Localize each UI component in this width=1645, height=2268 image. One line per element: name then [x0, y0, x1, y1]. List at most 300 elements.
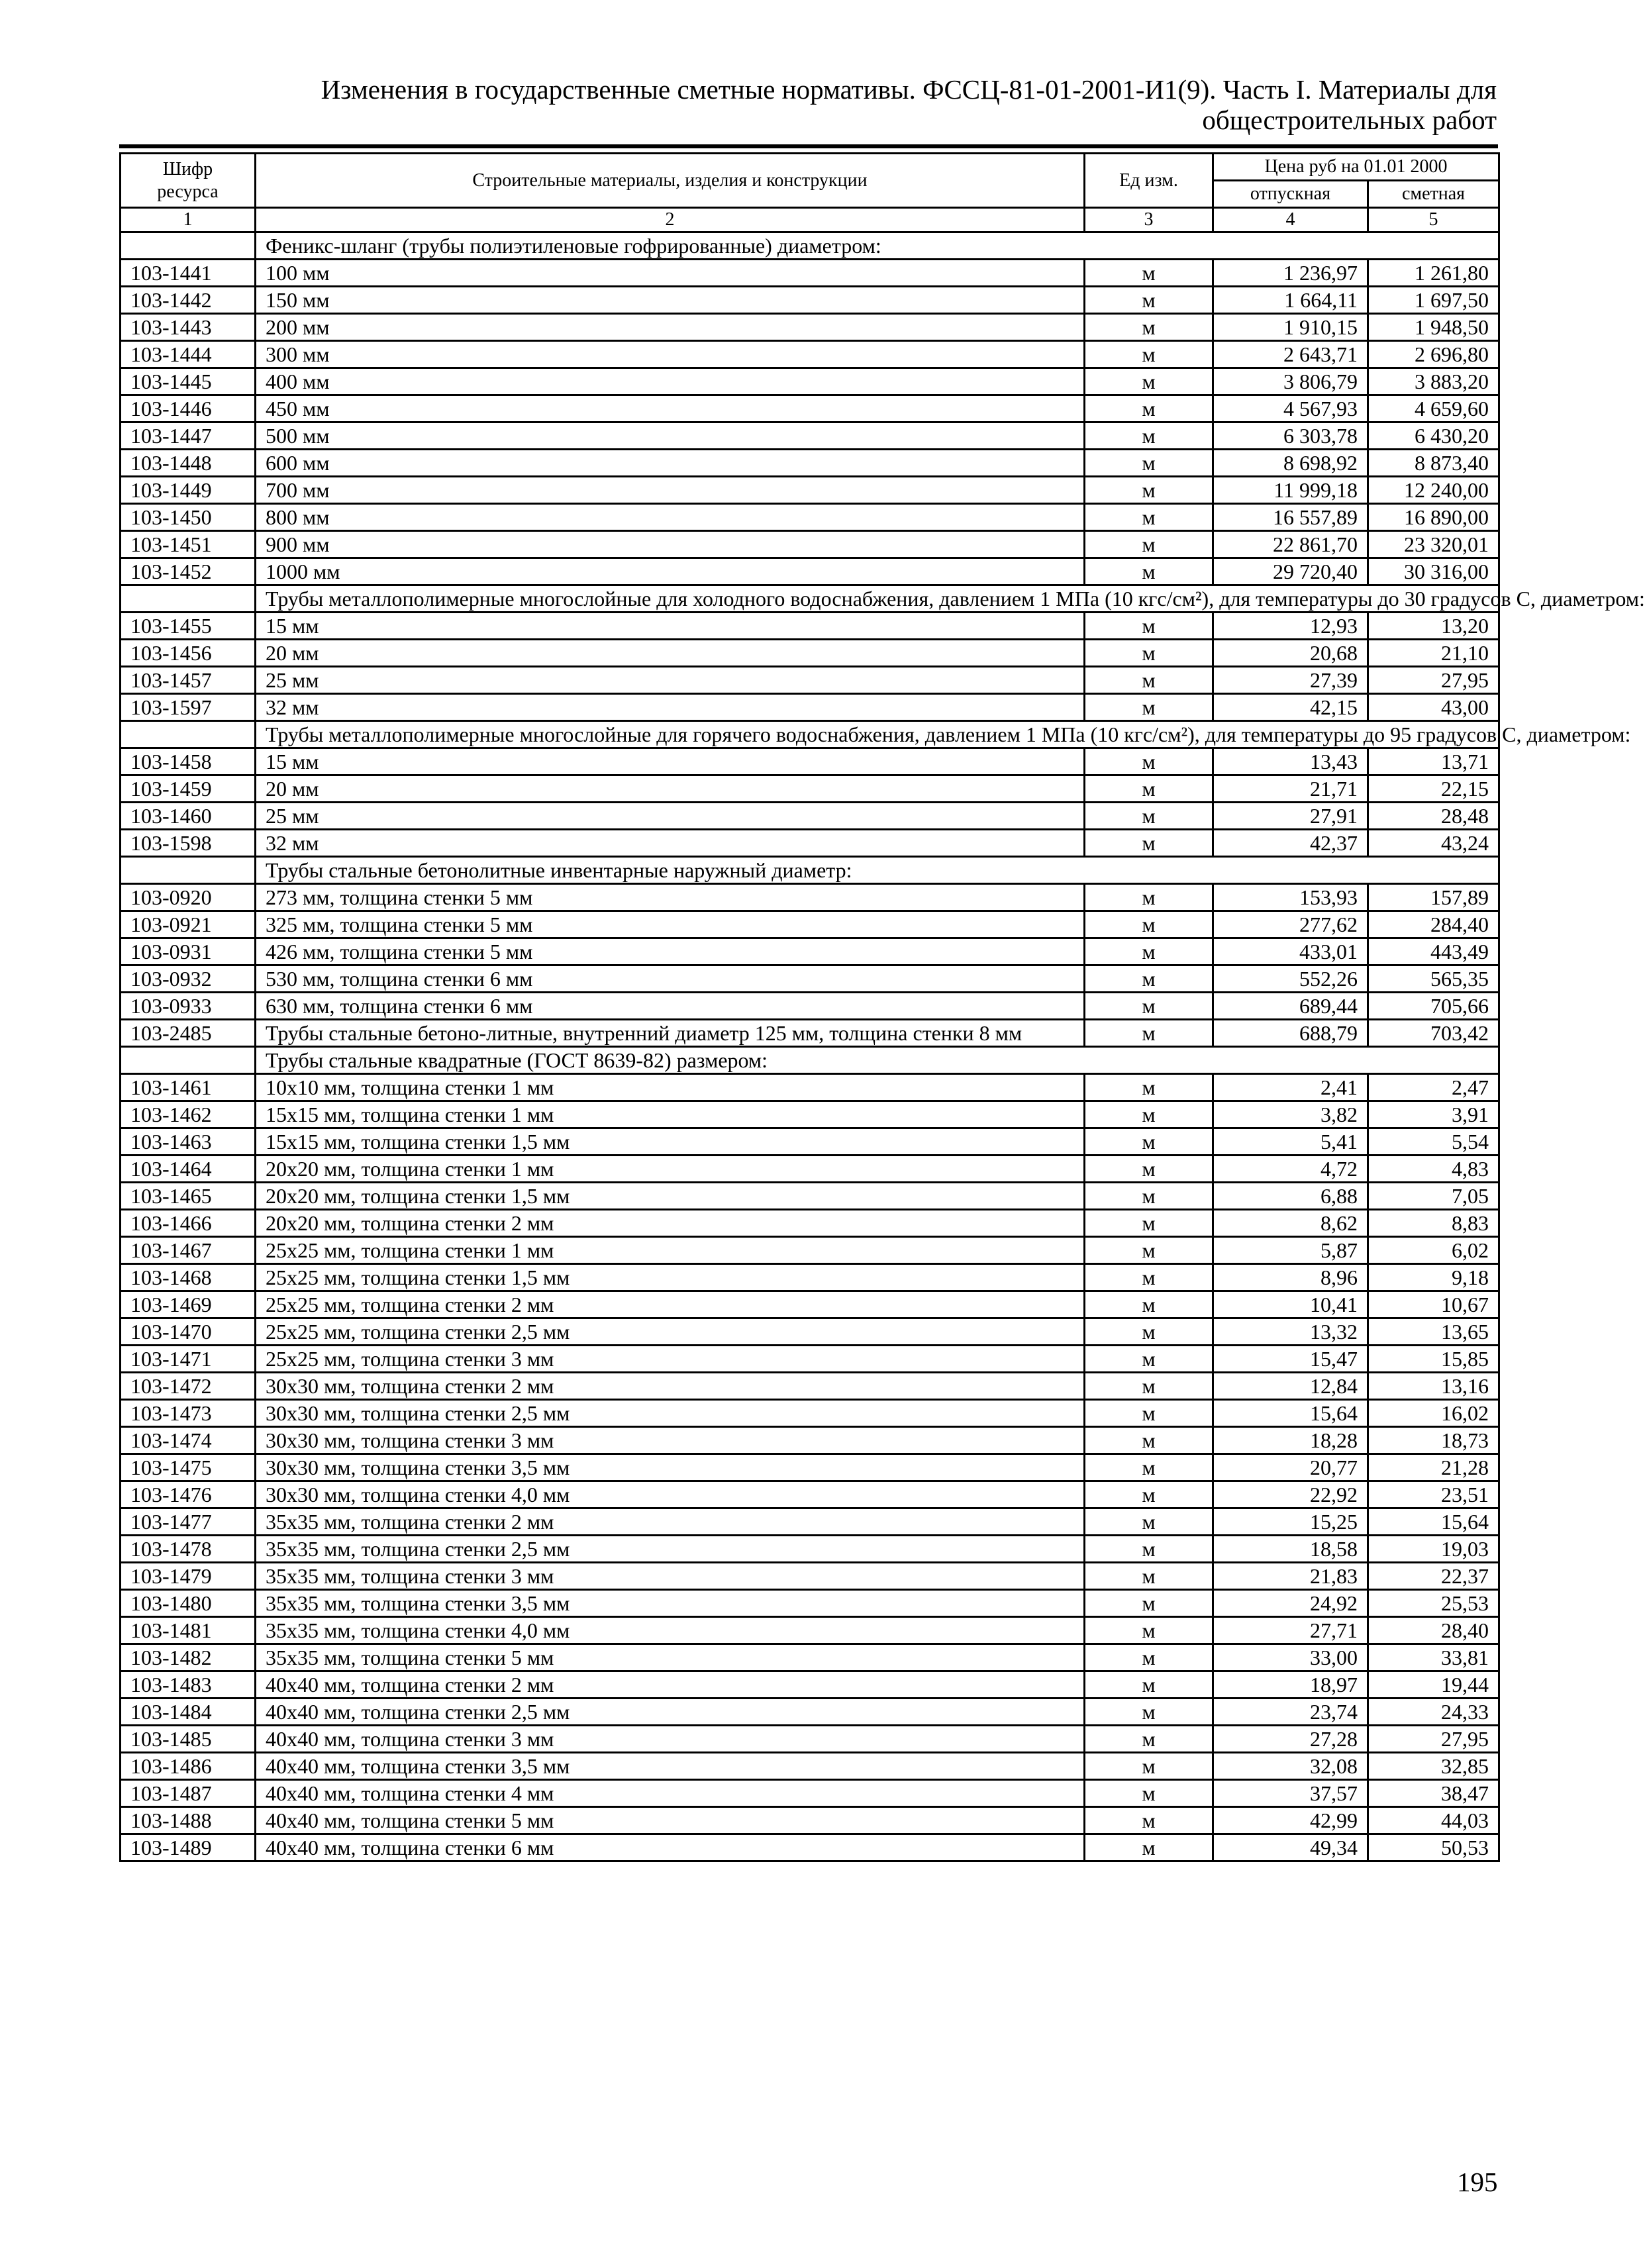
price-estimate-cell: 703,42 [1368, 1020, 1499, 1047]
unit-cell: м [1085, 993, 1213, 1020]
resource-code-cell: 103-1597 [121, 694, 256, 721]
price-estimate-cell: 28,40 [1368, 1617, 1499, 1644]
price-estimate-cell: 23 320,01 [1368, 531, 1499, 558]
price-estimate-cell: 705,66 [1368, 993, 1499, 1020]
material-name-cell: 20 мм [256, 775, 1085, 803]
table-row [121, 1318, 1499, 1346]
price-release-cell: 15,25 [1213, 1508, 1368, 1536]
table-row [121, 1237, 1499, 1264]
unit-cell: м [1085, 775, 1213, 803]
unit-cell: м [1085, 1753, 1213, 1780]
column-header-unit: Ед изм. [1085, 154, 1213, 208]
unit-cell: м [1085, 314, 1213, 341]
resource-code-cell: 103-1463 [121, 1128, 256, 1156]
header-title-line2: общестроительных работ [1202, 105, 1497, 135]
table-row [121, 1508, 1499, 1536]
unit-cell: м [1085, 1400, 1213, 1427]
price-estimate-cell: 15,64 [1368, 1508, 1499, 1536]
table-body [121, 232, 1645, 1861]
table-row [121, 667, 1499, 694]
unit-cell: м [1085, 1183, 1213, 1210]
price-estimate-cell: 4,83 [1368, 1156, 1499, 1183]
resource-code-cell: 103-0932 [121, 965, 256, 993]
price-release-cell: 18,58 [1213, 1536, 1368, 1563]
resource-code-cell: 103-1462 [121, 1101, 256, 1128]
price-release-cell: 1 664,11 [1213, 287, 1368, 314]
resource-code-cell: 103-1473 [121, 1400, 256, 1427]
unit-cell: м [1085, 694, 1213, 721]
unit-cell: м [1085, 477, 1213, 504]
table-row [121, 1454, 1499, 1481]
unit-cell: м [1085, 1617, 1213, 1644]
section-title: Феникс-шланг (трубы полиэтиленовые гофрированные) диаметром: [256, 232, 1499, 260]
column-header-price-estimate: сметная [1368, 181, 1499, 208]
material-name-cell: 325 мм, толщина стенки 5 мм [256, 911, 1085, 938]
material-name-cell: 35х35 мм, толщина стенки 4,0 мм [256, 1617, 1085, 1644]
table-row [121, 965, 1499, 993]
resource-code-cell: 103-1481 [121, 1617, 256, 1644]
table-row [121, 477, 1499, 504]
price-estimate-cell: 32,85 [1368, 1753, 1499, 1780]
unit-cell: м [1085, 803, 1213, 830]
unit-cell: м [1085, 1807, 1213, 1834]
material-name-cell: 15 мм [256, 748, 1085, 775]
table-row [121, 1671, 1499, 1699]
price-release-cell: 37,57 [1213, 1780, 1368, 1807]
price-estimate-cell: 38,47 [1368, 1780, 1499, 1807]
unit-cell: м [1085, 558, 1213, 585]
price-release-cell: 22 861,70 [1213, 531, 1368, 558]
table-row [121, 803, 1499, 830]
resource-code-cell: 103-1483 [121, 1671, 256, 1699]
price-estimate-cell: 27,95 [1368, 667, 1499, 694]
resource-code-cell: 103-1468 [121, 1264, 256, 1291]
resource-code-cell: 103-1489 [121, 1834, 256, 1861]
price-estimate-cell: 2,47 [1368, 1074, 1499, 1101]
table-row [121, 1753, 1499, 1780]
material-name-cell: 10х10 мм, толщина стенки 1 мм [256, 1074, 1085, 1101]
table-row [121, 1346, 1499, 1373]
table-row [121, 314, 1499, 341]
unit-cell: м [1085, 1536, 1213, 1563]
price-release-cell: 18,97 [1213, 1671, 1368, 1699]
material-name-cell: 20х20 мм, толщина стенки 1 мм [256, 1156, 1085, 1183]
table-row [121, 1780, 1499, 1807]
unit-cell: м [1085, 450, 1213, 477]
price-estimate-cell: 33,81 [1368, 1644, 1499, 1671]
price-release-cell: 6,88 [1213, 1183, 1368, 1210]
unit-cell: м [1085, 531, 1213, 558]
price-estimate-cell: 3,91 [1368, 1101, 1499, 1128]
price-release-cell: 5,87 [1213, 1237, 1368, 1264]
price-release-cell: 3,82 [1213, 1101, 1368, 1128]
material-name-cell: 30х30 мм, толщина стенки 2,5 мм [256, 1400, 1085, 1427]
price-estimate-cell: 22,15 [1368, 775, 1499, 803]
material-name-cell: 20х20 мм, толщина стенки 2 мм [256, 1210, 1085, 1237]
resource-code-cell: 103-1455 [121, 613, 256, 640]
material-name-cell: 15х15 мм, толщина стенки 1,5 мм [256, 1128, 1085, 1156]
price-release-cell: 688,79 [1213, 1020, 1368, 1047]
resource-code-cell: 103-1477 [121, 1508, 256, 1536]
resource-code-cell: 103-1452 [121, 558, 256, 585]
unit-cell: м [1085, 1671, 1213, 1699]
price-estimate-cell: 1 261,80 [1368, 260, 1499, 287]
price-release-cell: 20,68 [1213, 640, 1368, 667]
resource-code-cell: 103-1598 [121, 830, 256, 857]
material-name-cell: 35х35 мм, толщина стенки 2,5 мм [256, 1536, 1085, 1563]
unit-cell: м [1085, 1644, 1213, 1671]
unit-cell: м [1085, 504, 1213, 531]
material-name-cell: 30х30 мм, толщина стенки 3 мм [256, 1427, 1085, 1454]
column-number: 4 [1213, 208, 1368, 232]
material-name-cell: 30х30 мм, толщина стенки 3,5 мм [256, 1454, 1085, 1481]
material-name-cell: 40х40 мм, толщина стенки 6 мм [256, 1834, 1085, 1861]
price-estimate-cell: 13,16 [1368, 1373, 1499, 1400]
price-release-cell: 27,28 [1213, 1726, 1368, 1753]
resource-code-cell: 103-2485 [121, 1020, 256, 1047]
table-row [121, 287, 1499, 314]
material-name-cell: 530 мм, толщина стенки 6 мм [256, 965, 1085, 993]
price-release-cell: 2,41 [1213, 1074, 1368, 1101]
unit-cell: м [1085, 1156, 1213, 1183]
unit-cell: м [1085, 1128, 1213, 1156]
resource-code-cell: 103-1467 [121, 1237, 256, 1264]
price-estimate-cell: 157,89 [1368, 884, 1499, 911]
table-row [121, 368, 1499, 395]
column-header-price-group: Цена руб на 01.01 2000 [1213, 154, 1499, 181]
price-release-cell: 11 999,18 [1213, 477, 1368, 504]
resource-code-cell: 103-0933 [121, 993, 256, 1020]
material-name-cell: 32 мм [256, 830, 1085, 857]
price-release-cell: 6 303,78 [1213, 422, 1368, 450]
price-release-cell: 42,37 [1213, 830, 1368, 857]
resource-code-cell: 103-1474 [121, 1427, 256, 1454]
unit-cell: м [1085, 884, 1213, 911]
resource-code-cell: 103-1464 [121, 1156, 256, 1183]
resource-code-cell: 103-1445 [121, 368, 256, 395]
price-estimate-cell: 16,02 [1368, 1400, 1499, 1427]
resource-code-cell: 103-1480 [121, 1590, 256, 1617]
price-release-cell: 8,62 [1213, 1210, 1368, 1237]
price-estimate-cell: 5,54 [1368, 1128, 1499, 1156]
unit-cell: м [1085, 1373, 1213, 1400]
price-estimate-cell: 12 240,00 [1368, 477, 1499, 504]
price-release-cell: 10,41 [1213, 1291, 1368, 1318]
table-row [121, 830, 1499, 857]
section-code-cell [121, 232, 256, 260]
price-estimate-cell: 1 697,50 [1368, 287, 1499, 314]
unit-cell: м [1085, 667, 1213, 694]
page-number: 195 [1457, 2167, 1498, 2197]
unit-cell: м [1085, 1346, 1213, 1373]
table-row [121, 260, 1499, 287]
table-row [121, 1834, 1499, 1861]
price-estimate-cell: 28,48 [1368, 803, 1499, 830]
resource-code-cell: 103-1469 [121, 1291, 256, 1318]
resource-code-cell: 103-1442 [121, 287, 256, 314]
price-release-cell: 552,26 [1213, 965, 1368, 993]
material-name-cell: 40х40 мм, толщина стенки 2 мм [256, 1671, 1085, 1699]
price-estimate-cell: 6 430,20 [1368, 422, 1499, 450]
material-name-cell: 40х40 мм, толщина стенки 5 мм [256, 1807, 1085, 1834]
price-estimate-cell: 13,71 [1368, 748, 1499, 775]
price-release-cell: 15,47 [1213, 1346, 1368, 1373]
header-title-line1: Изменения в государственные сметные нормативы. ФССЦ-81-01-2001-И1(9). Часть I. Материалы для [321, 74, 1497, 105]
table-row [121, 911, 1499, 938]
resource-code-cell: 103-1457 [121, 667, 256, 694]
price-estimate-cell: 1 948,50 [1368, 314, 1499, 341]
material-name-cell: 1000 мм [256, 558, 1085, 585]
unit-cell: м [1085, 1074, 1213, 1101]
price-estimate-cell: 24,33 [1368, 1699, 1499, 1726]
table-row [121, 1128, 1499, 1156]
resource-code-cell: 103-1471 [121, 1346, 256, 1373]
price-estimate-cell: 23,51 [1368, 1481, 1499, 1508]
unit-cell: м [1085, 1454, 1213, 1481]
material-name-cell: 25 мм [256, 667, 1085, 694]
resource-code-cell: 103-1443 [121, 314, 256, 341]
material-name-cell: 35х35 мм, толщина стенки 3,5 мм [256, 1590, 1085, 1617]
price-release-cell: 42,15 [1213, 694, 1368, 721]
price-estimate-cell: 25,53 [1368, 1590, 1499, 1617]
table-row [121, 613, 1499, 640]
material-name-cell: 500 мм [256, 422, 1085, 450]
section-row [121, 721, 1499, 748]
table-row [121, 1373, 1499, 1400]
price-release-cell: 29 720,40 [1213, 558, 1368, 585]
section-code-cell [121, 721, 256, 748]
unit-cell: м [1085, 368, 1213, 395]
table-row [121, 504, 1499, 531]
resource-code-cell: 103-1447 [121, 422, 256, 450]
price-release-cell: 277,62 [1213, 911, 1368, 938]
column-header-price-release: отпускная [1213, 181, 1368, 208]
material-name-cell: 25х25 мм, толщина стенки 1,5 мм [256, 1264, 1085, 1291]
section-title: Трубы металлополимерные многослойные для холодного водоснабжения, давлением 1 МПа (10 кгс/см²), для температуры до 30 градусов С, диаметром: [256, 585, 1499, 613]
table-row [121, 938, 1499, 965]
unit-cell: м [1085, 1508, 1213, 1536]
unit-cell: м [1085, 1563, 1213, 1590]
material-name-cell: 800 мм [256, 504, 1085, 531]
price-estimate-cell: 2 696,80 [1368, 341, 1499, 368]
resource-code-cell: 103-1465 [121, 1183, 256, 1210]
table-row [121, 748, 1499, 775]
unit-cell: м [1085, 1726, 1213, 1753]
material-name-cell: 20 мм [256, 640, 1085, 667]
material-name-cell: 20х20 мм, толщина стенки 1,5 мм [256, 1183, 1085, 1210]
material-name-cell: 25х25 мм, толщина стенки 3 мм [256, 1346, 1085, 1373]
material-name-cell: 100 мм [256, 260, 1085, 287]
section-code-cell [121, 857, 256, 884]
table-row [121, 341, 1499, 368]
price-release-cell: 689,44 [1213, 993, 1368, 1020]
section-row [121, 585, 1499, 613]
section-title: Трубы стальные квадратные (ГОСТ 8639-82) размером: [256, 1047, 1499, 1074]
material-name-cell: 35х35 мм, толщина стенки 5 мм [256, 1644, 1085, 1671]
resource-code-cell: 103-1450 [121, 504, 256, 531]
price-release-cell: 15,64 [1213, 1400, 1368, 1427]
unit-cell: м [1085, 938, 1213, 965]
unit-cell: м [1085, 1101, 1213, 1128]
table-row [121, 1101, 1499, 1128]
price-release-cell: 22,92 [1213, 1481, 1368, 1508]
table-row [121, 694, 1499, 721]
price-release-cell: 8 698,92 [1213, 450, 1368, 477]
unit-cell: м [1085, 1264, 1213, 1291]
price-release-cell: 2 643,71 [1213, 341, 1368, 368]
resource-code-cell: 103-1449 [121, 477, 256, 504]
table-row [121, 558, 1499, 585]
section-title: Трубы стальные бетонолитные инвентарные наружный диаметр: [256, 857, 1499, 884]
table-row [121, 884, 1499, 911]
materials-price-table [119, 152, 1645, 1862]
unit-cell: м [1085, 1481, 1213, 1508]
resource-code-cell: 103-0921 [121, 911, 256, 938]
price-release-cell: 12,84 [1213, 1373, 1368, 1400]
table-row [121, 1156, 1499, 1183]
unit-cell: м [1085, 965, 1213, 993]
table-row [121, 1726, 1499, 1753]
material-name-cell: 700 мм [256, 477, 1085, 504]
price-release-cell: 21,83 [1213, 1563, 1368, 1590]
price-release-cell: 24,92 [1213, 1590, 1368, 1617]
price-estimate-cell: 30 316,00 [1368, 558, 1499, 585]
material-name-cell: 426 мм, толщина стенки 5 мм [256, 938, 1085, 965]
resource-code-cell: 103-1461 [121, 1074, 256, 1101]
price-estimate-cell: 565,35 [1368, 965, 1499, 993]
material-name-cell: Трубы стальные бетоно-литные, внутренний диаметр 125 мм, толщина стенки 8 мм [256, 1020, 1085, 1047]
unit-cell: м [1085, 395, 1213, 422]
price-release-cell: 27,91 [1213, 803, 1368, 830]
price-release-cell: 23,74 [1213, 1699, 1368, 1726]
material-name-cell: 40х40 мм, толщина стенки 3 мм [256, 1726, 1085, 1753]
material-name-cell: 25 мм [256, 803, 1085, 830]
price-estimate-cell: 8,83 [1368, 1210, 1499, 1237]
price-estimate-cell: 21,28 [1368, 1454, 1499, 1481]
price-estimate-cell: 4 659,60 [1368, 395, 1499, 422]
column-header-name: Строительные материалы, изделия и конструкции [256, 154, 1085, 208]
table-row [121, 1807, 1499, 1834]
unit-cell: м [1085, 260, 1213, 287]
price-release-cell: 8,96 [1213, 1264, 1368, 1291]
column-header-code: Шифр ресурса [121, 154, 256, 208]
table-row [121, 640, 1499, 667]
price-release-cell: 153,93 [1213, 884, 1368, 911]
table-row [121, 775, 1499, 803]
material-name-cell: 40х40 мм, толщина стенки 3,5 мм [256, 1753, 1085, 1780]
table-row [121, 1617, 1499, 1644]
section-title: Трубы металлополимерные многослойные для горячего водоснабжения, давлением 1 МПа (10 кгс/см²), для температуры до 95 градусов С, диаметром: [256, 721, 1499, 748]
price-release-cell: 3 806,79 [1213, 368, 1368, 395]
price-estimate-cell: 284,40 [1368, 911, 1499, 938]
table-row [121, 1563, 1499, 1590]
material-name-cell: 35х35 мм, толщина стенки 2 мм [256, 1508, 1085, 1536]
price-estimate-cell: 9,18 [1368, 1264, 1499, 1291]
unit-cell: м [1085, 1318, 1213, 1346]
material-name-cell: 200 мм [256, 314, 1085, 341]
material-name-cell: 25х25 мм, толщина стенки 1 мм [256, 1237, 1085, 1264]
section-code-cell [121, 585, 256, 613]
column-number: 2 [256, 208, 1085, 232]
column-number: 1 [121, 208, 256, 232]
resource-code-cell: 103-1476 [121, 1481, 256, 1508]
material-name-cell: 25х25 мм, толщина стенки 2,5 мм [256, 1318, 1085, 1346]
price-estimate-cell: 15,85 [1368, 1346, 1499, 1373]
material-name-cell: 300 мм [256, 341, 1085, 368]
resource-code-cell: 103-1466 [121, 1210, 256, 1237]
price-estimate-cell: 3 883,20 [1368, 368, 1499, 395]
resource-code-cell: 103-1459 [121, 775, 256, 803]
material-name-cell: 32 мм [256, 694, 1085, 721]
price-release-cell: 42,99 [1213, 1807, 1368, 1834]
price-estimate-cell: 13,65 [1368, 1318, 1499, 1346]
material-name-cell: 600 мм [256, 450, 1085, 477]
price-estimate-cell: 8 873,40 [1368, 450, 1499, 477]
price-estimate-cell: 443,49 [1368, 938, 1499, 965]
price-estimate-cell: 18,73 [1368, 1427, 1499, 1454]
price-estimate-cell: 16 890,00 [1368, 504, 1499, 531]
table-row [121, 1699, 1499, 1726]
material-name-cell: 900 мм [256, 531, 1085, 558]
table-row [121, 395, 1499, 422]
column-number: 3 [1085, 208, 1213, 232]
price-estimate-cell: 7,05 [1368, 1183, 1499, 1210]
price-estimate-cell: 10,67 [1368, 1291, 1499, 1318]
price-release-cell: 27,71 [1213, 1617, 1368, 1644]
resource-code-cell: 103-1487 [121, 1780, 256, 1807]
price-release-cell: 27,39 [1213, 667, 1368, 694]
material-name-cell: 30х30 мм, толщина стенки 2 мм [256, 1373, 1085, 1400]
table-row [121, 450, 1499, 477]
price-release-cell: 4 567,93 [1213, 395, 1368, 422]
table-row [121, 1590, 1499, 1617]
material-name-cell: 30х30 мм, толщина стенки 4,0 мм [256, 1481, 1085, 1508]
price-release-cell: 5,41 [1213, 1128, 1368, 1156]
price-estimate-cell: 43,00 [1368, 694, 1499, 721]
price-release-cell: 18,28 [1213, 1427, 1368, 1454]
unit-cell: м [1085, 341, 1213, 368]
price-estimate-cell: 19,44 [1368, 1671, 1499, 1699]
price-estimate-cell: 6,02 [1368, 1237, 1499, 1264]
material-name-cell: 150 мм [256, 287, 1085, 314]
table-row [121, 1264, 1499, 1291]
unit-cell: м [1085, 1780, 1213, 1807]
material-name-cell: 400 мм [256, 368, 1085, 395]
resource-code-cell: 103-1488 [121, 1807, 256, 1834]
table-row [121, 1400, 1499, 1427]
resource-code-cell: 103-1458 [121, 748, 256, 775]
unit-cell: м [1085, 1699, 1213, 1726]
price-release-cell: 1 236,97 [1213, 260, 1368, 287]
material-name-cell: 35х35 мм, толщина стенки 3 мм [256, 1563, 1085, 1590]
unit-cell: м [1085, 911, 1213, 938]
table-row [121, 531, 1499, 558]
price-estimate-cell: 22,37 [1368, 1563, 1499, 1590]
resource-code-cell: 103-1451 [121, 531, 256, 558]
resource-code-cell: 103-1478 [121, 1536, 256, 1563]
price-release-cell: 1 910,15 [1213, 314, 1368, 341]
price-release-cell: 433,01 [1213, 938, 1368, 965]
price-release-cell: 21,71 [1213, 775, 1368, 803]
price-estimate-cell: 50,53 [1368, 1834, 1499, 1861]
resource-code-cell: 103-1472 [121, 1373, 256, 1400]
price-estimate-cell: 44,03 [1368, 1807, 1499, 1834]
table-row [121, 1481, 1499, 1508]
table-row [121, 422, 1499, 450]
unit-cell: м [1085, 1210, 1213, 1237]
table-row [121, 1536, 1499, 1563]
unit-cell: м [1085, 1020, 1213, 1047]
